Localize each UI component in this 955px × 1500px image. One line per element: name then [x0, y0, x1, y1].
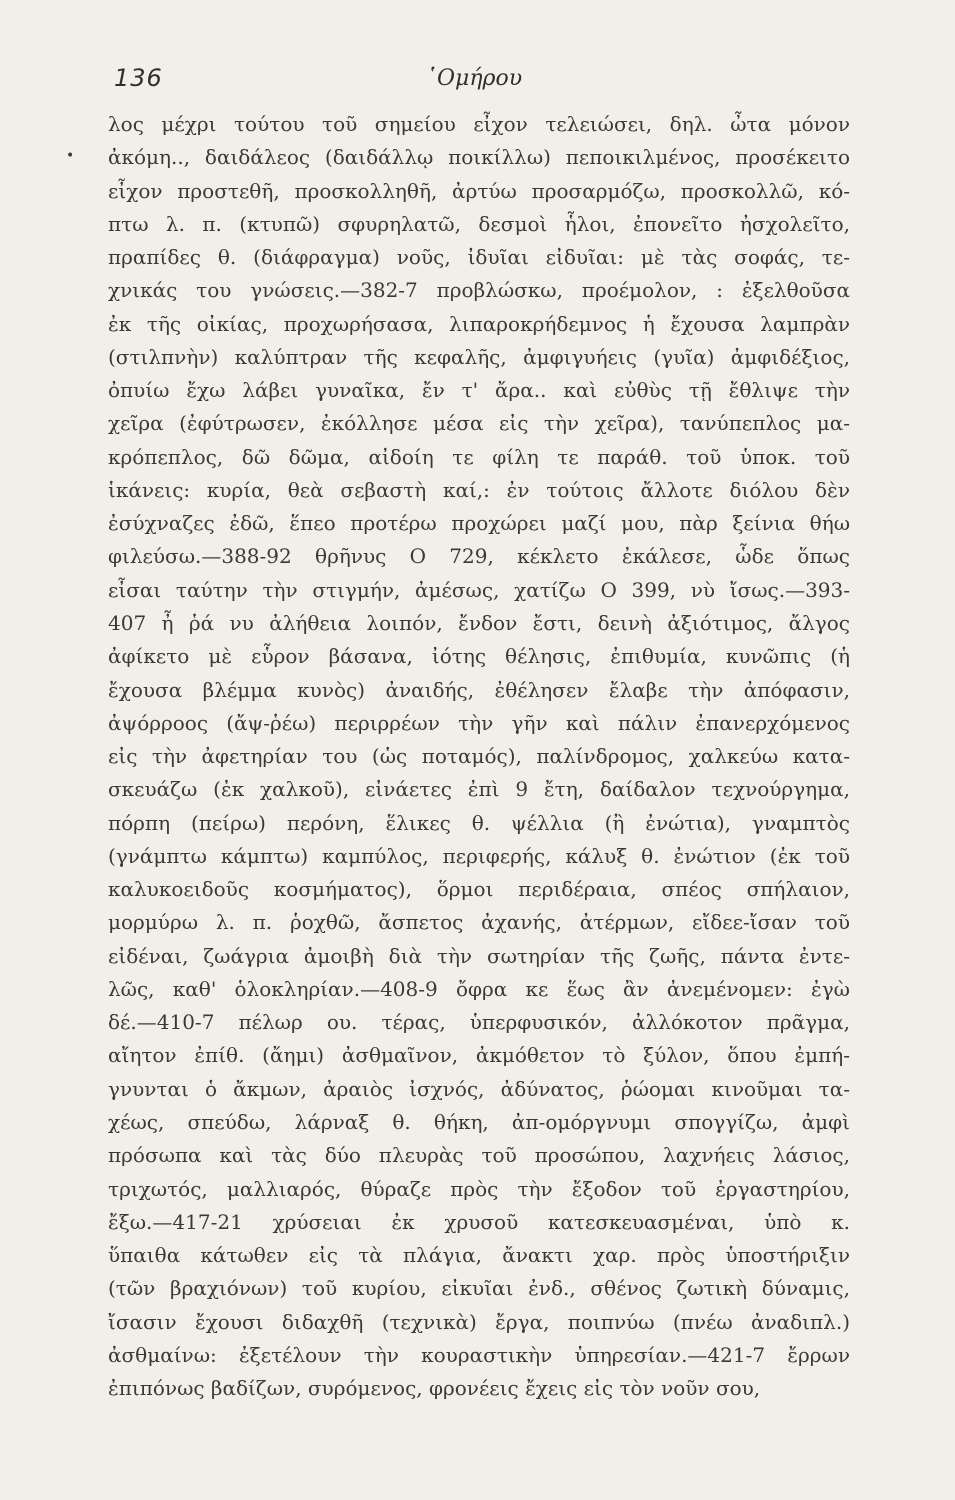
text-line: πραπίδες θ. (διάφραγμα) νοῦς, ἰδυῖαι εἰδυῖαι: μὲ τὰς σοφάς, τε-	[108, 245, 850, 270]
text-line: ἐκ τῆς οἰκίας, προχωρήσασα, λιπαροκρήδεμνος ἡ ἔχουσα λαμπρὰν	[108, 311, 850, 336]
text-line: φιλεύσω.—388-92 θρῆνυς Ο 729, κέκλετο ἐκάλεσε, ὧδε ὅπως	[108, 544, 850, 569]
text-line: πτω λ. π. (κτυπῶ) σφυρηλατῶ, δεσμοὶ ἧλοι, ἐπονεῖτο ἠσχολεῖτο,	[108, 211, 850, 236]
text-line: (γνάμπτω κάμπτω) καμπύλος, περιφερής, κάλυξ θ. ἐνώτιον (ἐκ τοῦ	[108, 843, 850, 868]
text-line: τριχωτός, μαλλιαρός, θύραζε πρὸς τὴν ἔξοδον τοῦ ἐργαστηρίου,	[108, 1176, 850, 1201]
text-line: εἶχον προστεθῆ, προσκολληθῆ, ἀρτύω προσαρμόζω, προσκολλῶ, κό-	[108, 178, 850, 203]
text-line: ἱκάνεις: κυρία, θεὰ σεβαστὴ καί,: ἐν τούτοις ἄλλοτε διόλου δὲν	[108, 477, 850, 502]
text-line: χνικάς του γνώσεις.—382-7 προβλώσκω, προέμολον, : ἐξελθοῦσα	[108, 278, 850, 303]
text-line: ἀκόμη.., δαιδάλεος (δαιδάλλῳ ποικίλλω) πεποικιλμένος, προσέκειτο	[108, 145, 850, 170]
text-line: δέ.—410-7 πέλωρ ου. τέρας, ὑπερφυσικόν, ἀλλόκοτον πρᾶγμα,	[108, 1010, 850, 1035]
text-line: καλυκοειδοῦς κοσμήματος), ὅρμοι περιδέραια, σπέος σπήλαιον,	[108, 877, 850, 902]
running-head: ῾Ομήρου	[426, 66, 523, 91]
text-line: ἀφίκετο μὲ εὗρον βάσανα, ἰότης θέλησις, ἐπιθυμία, κυνῶπις (ἡ	[108, 644, 850, 669]
margin-mark: •	[66, 148, 75, 164]
text-line: ἔξω.—417-21 χρύσειαι ἐκ χρυσοῦ κατεσκευασμέναι, ὑπὸ κ.	[108, 1209, 850, 1234]
text-line: ἴσασιν ἔχουσι διδαχθῆ (τεχνικὰ) ἔργα, ποιπνύω (πνέω ἀναδιπλ.)	[108, 1309, 850, 1334]
text-line: λῶς, καθ' ὁλοκληρίαν.—408-9 ὄφρα κε ἕως ἂν ἀνεμένομεν: ἐγὼ	[108, 976, 850, 1001]
page-number: 136	[114, 64, 163, 92]
text-line: πρόσωπα καὶ τὰς δύο πλευρὰς τοῦ προσώπου, λαχνήεις λάσιος,	[108, 1143, 850, 1168]
text-line: εἰδέναι, ζωάγρια ἀμοιβὴ διὰ τὴν σωτηρίαν τῆς ζωῆς, πάντα ἐντε-	[108, 943, 850, 968]
text-line: σκευάζω (ἐκ χαλκοῦ), εἰνάετες ἐπὶ 9 ἔτη, δαίδαλον τεχνούργημα,	[108, 777, 850, 802]
text-line: ἀσθμαίνω: ἐξετέλουν τὴν κουραστικὴν ὑπηρεσίαν.—421-7 ἔρρων	[108, 1342, 850, 1367]
text-line: αἴητον ἐπίθ. (ἄημι) ἀσθμαῖνον, ἀκμόθετον τὸ ξύλον, ὅπου ἐμπή-	[108, 1043, 850, 1068]
text-line: ὕπαιθα κάτωθεν εἰς τὰ πλάγια, ἄνακτι χαρ. πρὸς ὑποστήριξιν	[108, 1243, 850, 1268]
text-line: ἀψόρροος (ἄψ-ῥέω) περιρρέων τὴν γῆν καὶ πάλιν ἐπανερχόμενος	[108, 710, 850, 735]
text-line: γνυνται ὁ ἄκμων, ἀραιὸς ἰσχνός, ἀδύνατος, ῥώομαι κινοῦμαι τα-	[108, 1076, 850, 1101]
commentary-text	[108, 108, 850, 1405]
text-line: λος μέχρι τούτου τοῦ σημείου εἶχον τελειώσει, δηλ. ὦτα μόνον	[108, 112, 850, 136]
text-line: ἔχουσα βλέμμα κυνὸς) ἀναιδής, ἐθέλησεν ἔλαβε τὴν ἀπόφασιν,	[108, 677, 850, 702]
text-line: ἐσύχναζες ἐδῶ, ἕπεο προτέρω προχώρει μαζί μου, πὰρ ξείνια θήω	[108, 511, 850, 536]
text-line: (στιλπνὴν) καλύπτραν τῆς κεφαλῆς, ἀμφιγυήεις (γυῖα) ἀμφιδέξιος,	[108, 344, 850, 369]
text-line: 407 ἦ ῥά νυ ἀλήθεια λοιπόν, ἔνδον ἔστι, δεινὴ ἀξιότιμος, ἄλγος	[108, 610, 850, 635]
text-line: κρόπεπλος, δῶ δῶμα, αἰδοίη τε φίλη τε παράθ. τοῦ ὑποκ. τοῦ	[108, 444, 850, 469]
text-line: εἶσαι ταύτην τὴν στιγμήν, ἀμέσως, χατίζω Ο 399, νὺ ἴσως.—393-	[108, 577, 850, 602]
text-line: εἰς τὴν ἀφετηρίαν του (ὡς ποταμός), παλίνδρομος, χαλκεύω κατα-	[108, 744, 850, 769]
text-line: ὀπυίω ἔχω λάβει γυναῖκα, ἔν τ' ἄρα.. καὶ εὐθὺς τῇ ἔθλιψε τὴν	[108, 378, 850, 403]
text-line: (τῶν βραχιόνων) τοῦ κυρίου, εἰκυῖαι ἐνδ., σθένος ζωτικὴ δύναμις,	[108, 1276, 850, 1301]
text-line: πόρπη (πείρω) περόνη, ἕλικες θ. ψέλλια (ἢ ἐνώτια), γναμπτὸς	[108, 810, 850, 835]
text-line: χεῖρα (ἐφύτρωσεν, ἐκόλλησε μέσα εἰς τὴν χεῖρα), τανύπεπλος μα-	[108, 411, 850, 436]
text-line: μορμύρω λ. π. ῥοχθῶ, ἄσπετος ἀχανής, ἀτέρμων, εἴδεε-ἴσαν τοῦ	[108, 910, 850, 935]
page-header	[108, 64, 850, 100]
text-line: χέως, σπεύδω, λάρναξ θ. θήκη, ἀπ-ομόργνυμι σπογγίζω, ἀμφὶ	[108, 1109, 850, 1134]
text-line: ἐπιπόνως βαδίζων, συρόμενος, φρονέεις ἔχεις εἰς τὸν νοῦν σου,	[108, 1376, 761, 1401]
